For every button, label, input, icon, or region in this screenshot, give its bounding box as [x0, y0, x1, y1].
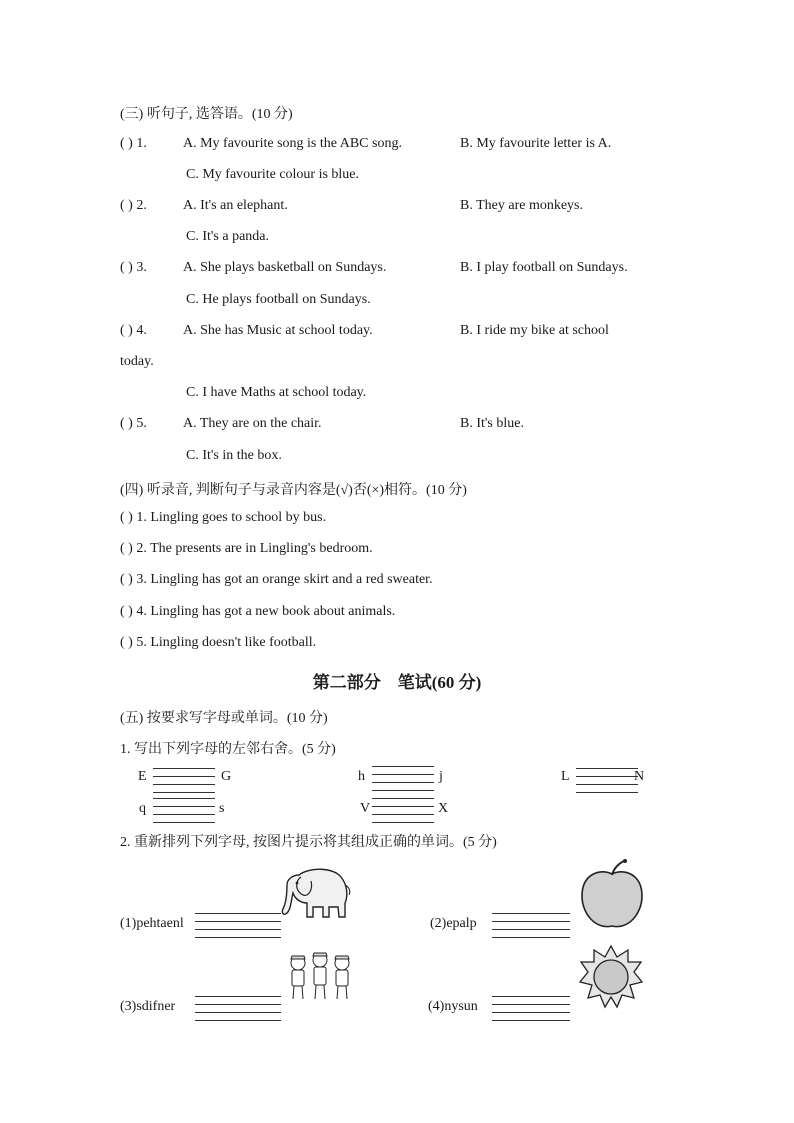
s3-q4-num: ( ) 4. [120, 323, 147, 338]
section4-heading: (四) 听录音, 判断句子与录音内容是(√)否(×)相符。(10 分) [120, 483, 467, 498]
letter-v: V [360, 801, 371, 816]
s3-q1-option-b: B. My favourite letter is A. [460, 136, 612, 151]
s3-q5-option-a: A. They are on the chair. [183, 416, 322, 431]
part2-title: 第二部分 笔试(60 分) [312, 673, 482, 692]
s3-q1-num: ( ) 1. [120, 136, 147, 151]
word-item-3-label: (3)sdifner [120, 999, 176, 1014]
s3-q2-option-b: B. They are monkeys. [460, 198, 583, 213]
word-item-1-label: (1)pehtaenl [120, 916, 184, 931]
elephant-icon [279, 863, 353, 923]
letter-s: s [219, 801, 225, 816]
s4-item-5: ( ) 5. Lingling doesn't like football. [120, 635, 317, 650]
s4-item-2: ( ) 2. The presents are in Lingling's bedroom. [120, 541, 373, 556]
four-line-writing-box[interactable] [195, 913, 281, 939]
s3-q5-option-b: B. It's blue. [460, 416, 524, 431]
s4-item-3: ( ) 3. Lingling has got an orange skirt and a red sweater. [120, 572, 433, 587]
s3-q1-option-c: C. My favourite colour is blue. [186, 167, 360, 182]
letter-x: X [438, 801, 449, 816]
s3-q4-option-b-cont: today. [120, 354, 154, 369]
s3-q3-option-c: C. He plays football on Sundays. [186, 292, 371, 307]
s3-q3-num: ( ) 3. [120, 260, 147, 275]
four-line-writing-box[interactable] [492, 996, 570, 1022]
four-line-writing-box[interactable] [492, 913, 570, 939]
s5-q1-label: 1. 写出下列字母的左邻右舍。(5 分) [120, 742, 336, 757]
s3-q4-option-c: C. I have Maths at school today. [186, 385, 367, 400]
four-line-writing-box[interactable] [153, 798, 215, 824]
s3-q4-option-a: A. She has Music at school today. [183, 323, 373, 338]
s3-q3-option-a: A. She plays basketball on Sundays. [183, 260, 387, 275]
s4-item-4: ( ) 4. Lingling has got a new book about animals. [120, 604, 396, 619]
letter-e: E [138, 769, 147, 784]
s4-item-1: ( ) 1. Lingling goes to school by bus. [120, 510, 327, 525]
letter-g: G [221, 769, 232, 784]
s3-q1-option-a: A. My favourite song is the ABC song. [183, 136, 402, 151]
word-item-2-label: (2)epalp [430, 916, 477, 931]
apple-icon [578, 858, 646, 932]
friends-icon [284, 951, 356, 1003]
word-item-4-label: (4)nysun [428, 999, 478, 1014]
letter-n: N [634, 769, 645, 784]
four-line-writing-box[interactable] [153, 768, 215, 794]
letter-l: L [561, 769, 570, 784]
s3-q2-option-a: A. It's an elephant. [183, 198, 288, 213]
section5-heading: (五) 按要求写字母或单词。(10 分) [120, 711, 328, 726]
s3-q3-option-b: B. I play football on Sundays. [460, 260, 628, 275]
s3-q2-num: ( ) 2. [120, 198, 147, 213]
letter-j: j [439, 769, 443, 784]
s3-q4-option-b: B. I ride my bike at school [460, 323, 609, 338]
s3-q2-option-c: C. It's a panda. [186, 229, 270, 244]
sun-icon [578, 944, 644, 1010]
four-line-writing-box[interactable] [372, 798, 434, 824]
four-line-writing-box[interactable] [195, 996, 281, 1022]
s5-q2-label: 2. 重新排列下列字母, 按图片提示将其组成正确的单词。(5 分) [120, 835, 497, 850]
section3-heading: (三) 听句子, 选答语。(10 分) [120, 107, 293, 122]
letter-h: h [358, 769, 365, 784]
letter-q: q [139, 801, 146, 816]
s3-q5-num: ( ) 5. [120, 416, 147, 431]
four-line-writing-box[interactable] [576, 768, 638, 794]
four-line-writing-box[interactable] [372, 766, 434, 792]
s3-q5-option-c: C. It's in the box. [186, 448, 282, 463]
